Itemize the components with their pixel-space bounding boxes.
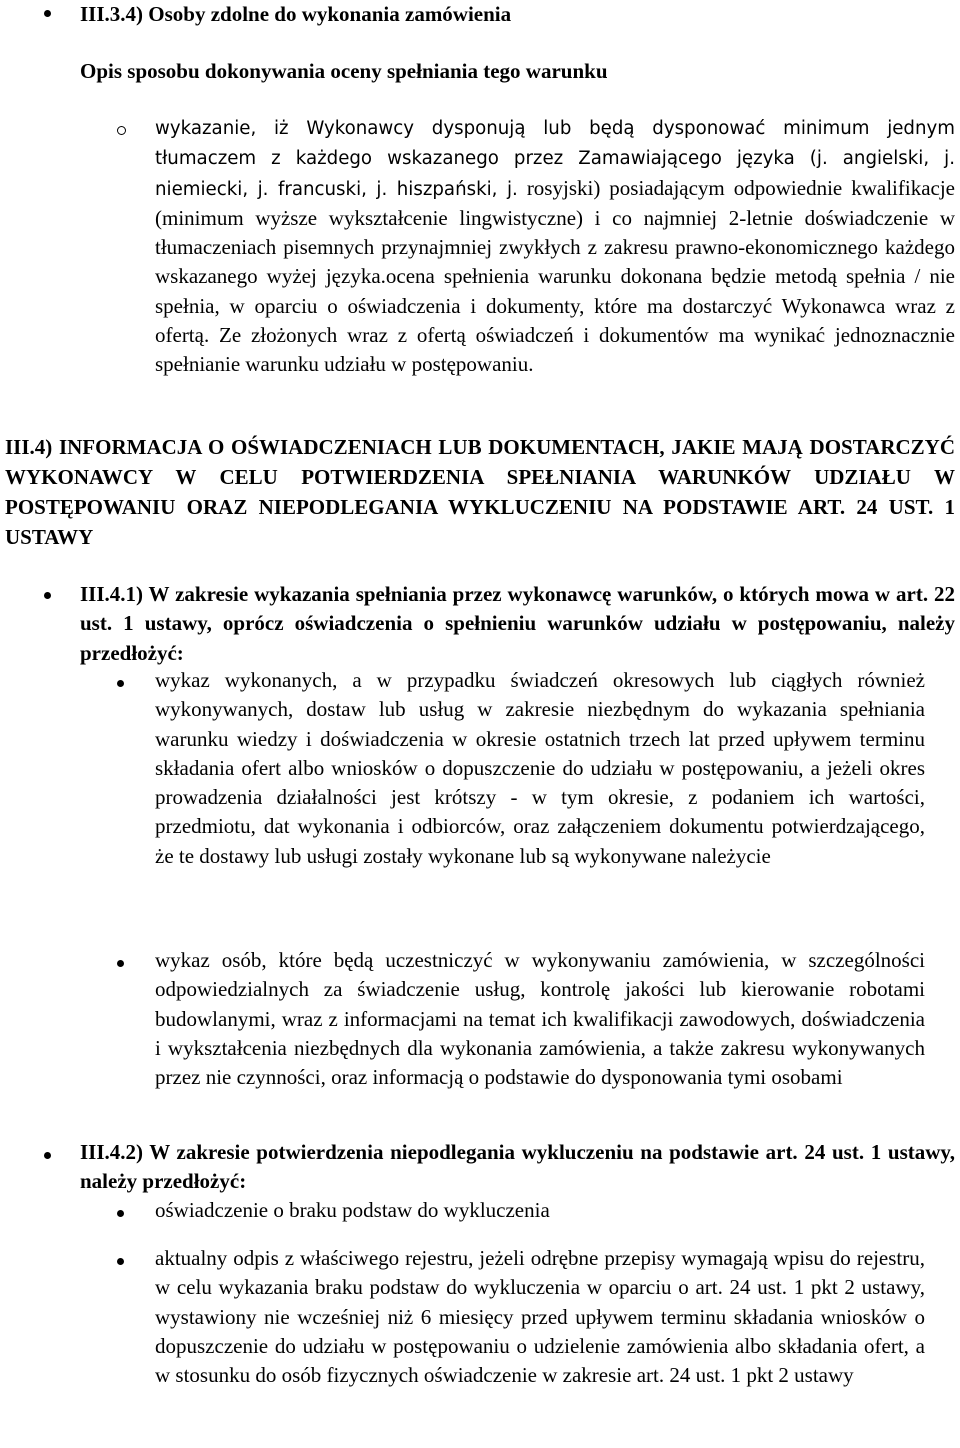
list-item: aktualny odpis z właściwego rejestru, jeżeli odrębne przepisy wymagają wpisu do rejestru, w celu wykazania braku podstaw do wykluczenia w oparciu o art. 24 ust. 1 pkt 2 ustawy, wystawiony nie wcześniej niż 6 miesięcy przed upływem terminu składania wniosków o dopuszczenie do udziału w postępowaniu o udzielenie zamówienia albo składania ofert, a w stosunku do osób fizycznych oświadczenie w zakresie art. 24 ust. 1 pkt 2 ustawy (155, 1246, 925, 1388)
bullet-icon (44, 1152, 51, 1159)
section-heading: III.4) INFORMACJA O OŚWIADCZENIACH LUB DOKUMENTACH, JAKIE MAJĄ DOSTARCZYĆ WYKONAWCY W CELU POTWIERDZENIA SPEŁNIANIA WARUNKÓW UDZIAŁU W POSTĘPOWANIU ORAZ NIEPODLEGANIA WYKLUCZENIU NA PODSTAWIE ART. 24 UST. 1 USTAWY (5, 435, 955, 549)
bullet-icon (44, 592, 51, 599)
bullet-icon (44, 10, 51, 17)
list-item: wykaz wykonanych, a w przypadku świadczeń okresowych lub ciągłych również wykonywanych, dostaw lub usług w zakresie niezbędnym do wykazania spełniania warunku wiedzy i doświadczenia w okresie ostatnich trzech lat przed upływem terminu składania ofert albo wniosków o dopuszczenie do udziału w postępowaniu, a jeżeli okres prowadzenia działalności jest krótszy - w tym okresie, z podaniem ich wartości, przedmiotu, dat wykonania i odbiorców, oraz załączeniem dokumentu potwierdzającego, że te dostawy lub usługi zostały wykonane lub są wykonywane należycie (155, 668, 925, 868)
circle-bullet-icon (117, 126, 126, 135)
requirement-item (155, 113, 955, 380)
requirement-text-part4: Ze złożonych wraz z ofertą oświadczeń i dokumentów ma wynikać jednoznacznie spełnianie warunku udziału w postępowaniu. (155, 323, 955, 377)
list-item: oświadczenie o braku podstaw do wykluczenia (155, 1198, 550, 1222)
bullet-icon (117, 1258, 124, 1265)
bullet-icon (117, 1210, 124, 1217)
requirement-text-part3: ocena spełnienia warunku dokonana będzie metodą spełnia / nie spełnia, w oparciu o oświadczenia i dokumenty, które ma dostarczyć Wykonawca wraz z ofertą. (155, 264, 955, 348)
requirement-text-part1: wykazanie, iż Wykonawcy dysponują lub będą dysponować minimum jednym tłumaczem z każdego wskazanego przez Zamawiającego języka (j. angielski, j. niemiecki, j. francuski, j. hiszpański, j. (155, 118, 955, 200)
section-subtitle: Opis sposobu dokonywania oceny spełniania tego warunku (80, 59, 608, 83)
section-4-2-title: III.4.2) W zakresie potwierdzenia niepodlegania wykluczeniu na podstawie art. 24 ust. 1 ustawy, należy przedłożyć: (80, 1140, 955, 1194)
bullet-icon (117, 960, 124, 967)
section-4-1-title: III.4.1) W zakresie wykazania spełniania przez wykonawcę warunków, o których mowa w art. 22 ust. 1 ustawy, oprócz oświadczenia o spełnieniu warunków udziału w postępowaniu, należy przedłożyć: (80, 582, 955, 665)
section-title: III.3.4) Osoby zdolne do wykonania zamówienia (80, 2, 512, 26)
requirement-text-part2: rosyjski) posiadającym odpowiednie kwalifikacje (minimum wyższe wykształcenie lingwistyczne) i co najmniej 2-letnie doświadczenie w tłumaczeniach pisemnych przynajmniej zwykłych z zakresu prawno-ekonomicznego każdego wskazanego wyżej języka. (155, 175, 956, 289)
bullet-icon (117, 680, 124, 687)
list-item: wykaz osób, które będą uczestniczyć w wykonywaniu zamówienia, w szczególności odpowiedzialnych za świadczenie usług, kontrolę jakości lub kierowanie robotami budowlanymi, wraz z informacjami na temat ich kwalifikacji zawodowych, doświadczenia i wykształcenia niezbędnych dla wykonania zamówienia, a także zakresu wykonywanych przez nie czynności, oraz informacją o podstawie do dysponowania tymi osobami (155, 948, 925, 1090)
